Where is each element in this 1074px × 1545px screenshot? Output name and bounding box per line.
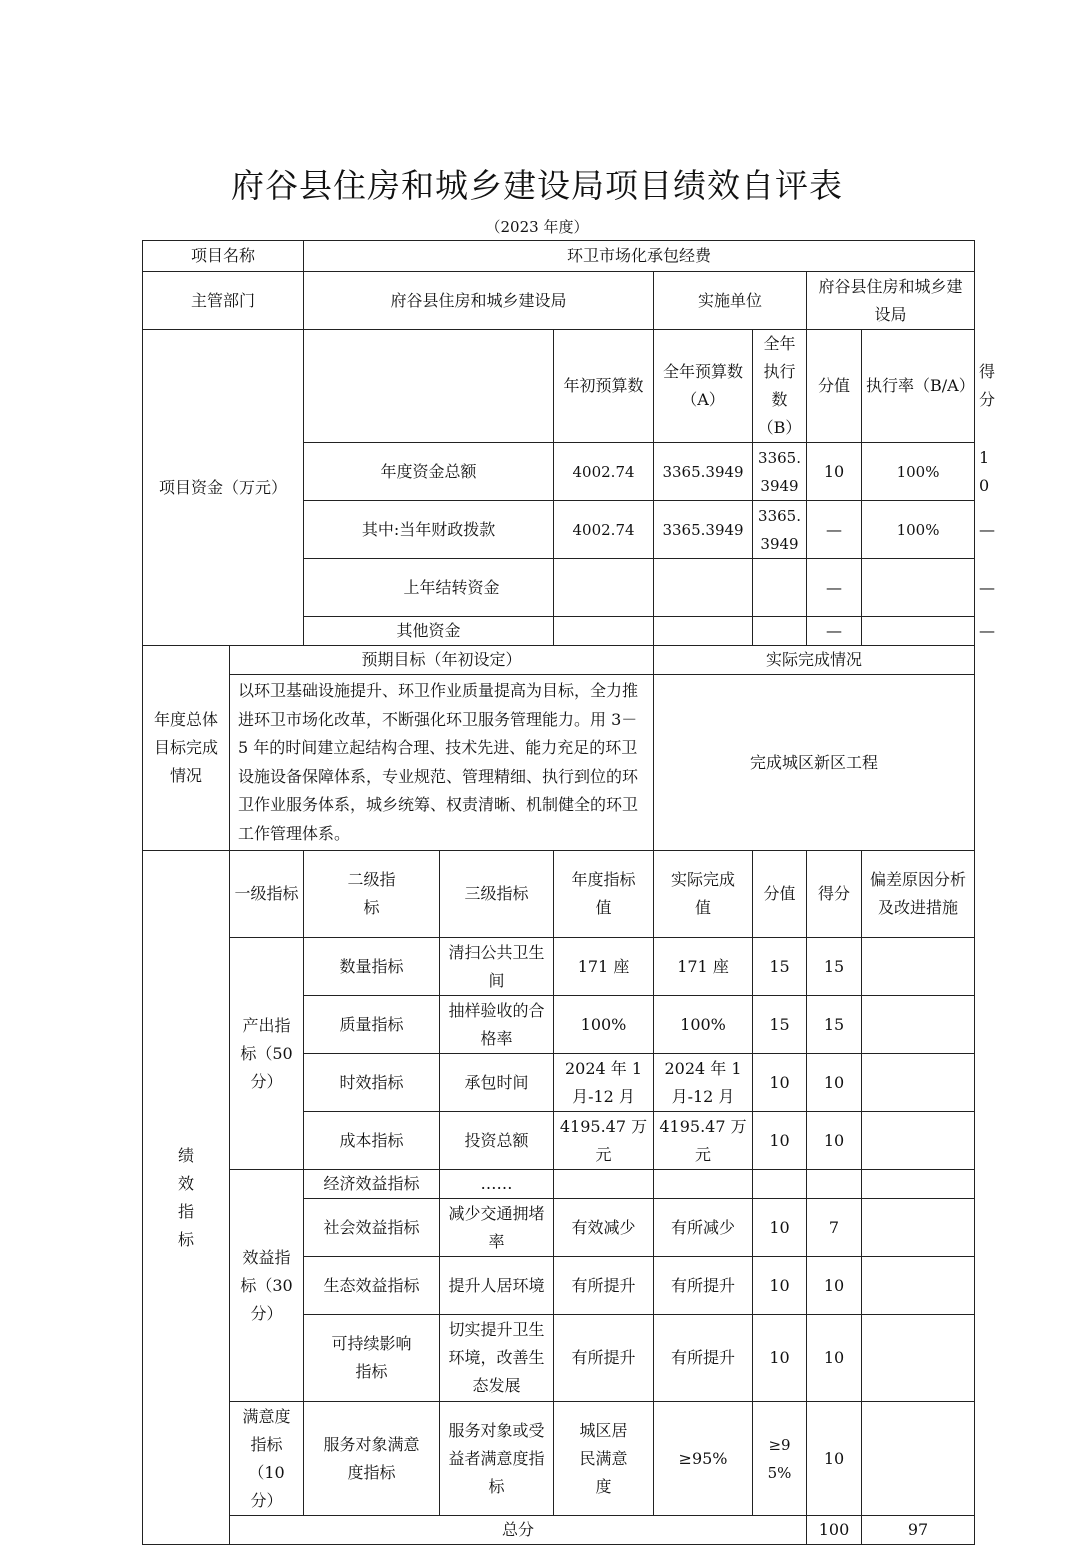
funds-row: 上年结转资金 — —: [143, 559, 975, 617]
funds-annual: 3365.3949: [654, 501, 753, 559]
indicator-score: 10: [807, 1402, 862, 1516]
indicator-deviation: [862, 938, 975, 996]
indicator-score: 10: [807, 1054, 862, 1112]
funds-score-value: —: [807, 617, 862, 646]
funds-rate: 100%: [862, 501, 975, 559]
funds-executed: 3365.3949: [753, 501, 807, 559]
indicator-deviation: [862, 1315, 975, 1402]
dept-label: 主管部门: [143, 272, 304, 330]
indicator-row: [143, 938, 975, 996]
indicator-deviation: [862, 996, 975, 1054]
indicator-deviation: [862, 1170, 975, 1199]
indicator-actual: ≥95%: [654, 1402, 753, 1516]
indicator-actual: 2024 年 1 月-12 月: [654, 1054, 753, 1112]
indicator-l3: 承包时间: [440, 1054, 554, 1112]
indicator-target: 有所提升: [554, 1315, 654, 1402]
project-name-label: 项目名称: [143, 241, 304, 272]
indicator-l3: 清扫公共卫生间: [440, 938, 554, 996]
funds-annual: [654, 559, 753, 617]
indicator-score-value: 10: [753, 1315, 807, 1402]
funds-score-value: —: [807, 501, 862, 559]
goals-label: 年度总体目标完成情况: [143, 646, 230, 851]
goals-actual-text: 完成城区新区工程: [654, 675, 975, 851]
indicator-score: 10: [807, 1257, 862, 1315]
indicator-deviation: [862, 1257, 975, 1315]
goals-actual-header: 实际完成情况: [654, 646, 975, 675]
funds-row: 其中:当年财政拨款 4002.74 3365.3949 3365.3949 — 100% —: [143, 501, 975, 559]
total-score: 97: [862, 1516, 975, 1545]
indicator-l2: 生态效益指标: [304, 1257, 440, 1315]
funds-annual: [654, 617, 753, 646]
indicator-actual: 有所减少: [654, 1199, 753, 1257]
impl-label: 实施单位: [654, 272, 807, 330]
indicator-l3: 切实提升卫生环境，改善生态发展: [440, 1315, 554, 1402]
funds-annual: 3365.3949: [654, 443, 753, 501]
indicator-score-value: 15: [753, 996, 807, 1054]
indicator-deviation: [862, 1402, 975, 1516]
indicator-score-value: 10: [753, 1199, 807, 1257]
funds-initial: 4002.74: [554, 443, 654, 501]
funds-row-label: 上年结转资金: [304, 559, 554, 617]
indicator-target: 4195.47 万元: [554, 1112, 654, 1170]
perf-header-actual: 实际完成值: [654, 851, 753, 938]
perf-header-level3: 三级指标: [440, 851, 554, 938]
funds-label: 项目资金（万元）: [143, 330, 304, 646]
funds-initial: 4002.74: [554, 501, 654, 559]
funds-row: 其他资金 — —: [143, 617, 975, 646]
funds-executed: [753, 617, 807, 646]
indicator-score: 7: [807, 1199, 862, 1257]
perf-header-level2: 二级指标: [304, 851, 440, 938]
funds-header-annual: 全年预算数（A）: [654, 330, 753, 443]
evaluation-table: 项目名称 环卫市场化承包经费 主管部门 府谷县住房和城乡建设局 实施单位 府谷县住房和城乡建设局 项目资金（万元） 年初预算数 全年预算数（A） 全年执行数（B） 分值 执行率（B/A） 得分 年度资金总额 4002.74 3365.3949 3365.3949 10 100% 10 其中:当年财政拨款 4002.74 3365.3949 3365.3949 — 100% — 上年结转资金 — — 其他资金 — — 年度总体目标完成情况 预期目标（年初设定） 实际完成情况 以环卫基础设施提升、环卫作业质量提高为目标，全力推进环卫市场化改革，不断强化环卫服务管理能力。用 3－5 年的时间建立起结构合理、技术先进、能力充足的环卫设施设备保障体系，专业规范、管理精细、执行到位的环卫作业服务体系，城乡统筹、权责清晰、机制健全的环卫工作管理体系。 完成城区新区工程 绩效指标 一级指标 二级指标 三级指标 年度指标值 实际完成值 分值 得分 偏差原因分析及改进措施 产出指标（50分） 数量指标 清扫公共卫生间 171 座 171 座 15 15 质量指标 抽样验收的合格率 100% 100% 15 15 时效指标 承包时间 2024 年 1 月-12 月 2024 年 1 月-12 月 10 10 成本指标 投资总额 4195.47 万元 4195.47 万元 10 10 效益指标（30分） 经济效益指标 …… 社会效益指标 减少交通拥堵率 有效减少 有所减少 10 7 生态效益指标 提升人居环境 有所提升 有所提升 10 10 可持续影响指标 切实提升卫生环境，改善生态发展 有所提升 有所提升 10 10 满意度指标（10分） 服务对象满意度指标 服务对象或受益者满意度指标 城区居民满意度 ≥95% ≥95% 10 总分 100 97: [142, 240, 975, 1545]
indicator-l3: 提升人居环境: [440, 1257, 554, 1315]
indicator-l2: 成本指标: [304, 1112, 440, 1170]
indicator-target: 171 座: [554, 938, 654, 996]
indicator-score-value: 10: [753, 1257, 807, 1315]
indicator-target: 有所提升: [554, 1257, 654, 1315]
perf-header-level1: 一级指标: [230, 851, 304, 938]
indicator-score: 15: [807, 996, 862, 1054]
perf-header-score-value: 分值: [753, 851, 807, 938]
funds-row: 年度资金总额 4002.74 3365.3949 3365.3949 10 100% 10: [143, 443, 975, 501]
funds-rate: [862, 617, 975, 646]
indicator-l2: 可持续影响指标: [304, 1315, 440, 1402]
indicator-l3: 抽样验收的合格率: [440, 996, 554, 1054]
funds-initial: [554, 559, 654, 617]
perf-header-score: 得分: [807, 851, 862, 938]
funds-initial: [554, 617, 654, 646]
indicator-score: 10: [807, 1112, 862, 1170]
funds-rate: [862, 559, 975, 617]
funds-header-blank: [304, 330, 554, 443]
satisfaction-label: 满意度指标（10分）: [230, 1402, 304, 1516]
page-subtitle: （2023 年度）: [485, 218, 589, 236]
indicator-score-value: 10: [753, 1054, 807, 1112]
funds-score-value: —: [807, 559, 862, 617]
indicator-actual: 100%: [654, 996, 753, 1054]
indicator-l2: 服务对象满意度指标: [304, 1402, 440, 1516]
funds-executed: [753, 559, 807, 617]
indicator-score-value: [753, 1170, 807, 1199]
perf-header-target: 年度指标值: [554, 851, 654, 938]
funds-header-score-value: 分值: [807, 330, 862, 443]
indicator-row: [143, 1402, 975, 1516]
goals-expected-header: 预期目标（年初设定）: [230, 646, 654, 675]
indicator-l3: 减少交通拥堵率: [440, 1199, 554, 1257]
dept-value: 府谷县住房和城乡建设局: [304, 272, 654, 330]
total-score-value: 100: [807, 1516, 862, 1545]
total-label: 总分: [230, 1516, 807, 1545]
funds-row-label: 其中:当年财政拨款: [304, 501, 554, 559]
indicator-l2: 数量指标: [304, 938, 440, 996]
output-label: 产出指标（50分）: [230, 938, 304, 1170]
indicator-l3: ……: [440, 1170, 554, 1199]
funds-rate: 100%: [862, 443, 975, 501]
indicator-score: [807, 1170, 862, 1199]
benefit-label: 效益指标（30分）: [230, 1170, 304, 1402]
indicator-l2: 经济效益指标: [304, 1170, 440, 1199]
page-title: 府谷县住房和城乡建设局项目绩效自评表: [231, 166, 843, 205]
indicator-score-value: 10: [753, 1112, 807, 1170]
perf-label: 绩效指标: [143, 851, 230, 1545]
indicator-l2: 时效指标: [304, 1054, 440, 1112]
indicator-score-value: 15: [753, 938, 807, 996]
funds-row-label: 其他资金: [304, 617, 554, 646]
indicator-deviation: [862, 1112, 975, 1170]
indicator-actual: [654, 1170, 753, 1199]
indicator-l2: 社会效益指标: [304, 1199, 440, 1257]
indicator-target: 2024 年 1 月-12 月: [554, 1054, 654, 1112]
indicator-actual: 171 座: [654, 938, 753, 996]
indicator-score: 10: [807, 1315, 862, 1402]
funds-header-rate: 执行率（B/A）: [862, 330, 975, 443]
indicator-l3: 投资总额: [440, 1112, 554, 1170]
indicator-target: [554, 1170, 654, 1199]
indicator-row: [143, 1170, 975, 1199]
project-name-value: 环卫市场化承包经费: [304, 241, 975, 272]
impl-value: 府谷县住房和城乡建设局: [807, 272, 975, 330]
indicator-target: 有效减少: [554, 1199, 654, 1257]
funds-executed: 3365.3949: [753, 443, 807, 501]
perf-header-deviation: 偏差原因分析及改进措施: [862, 851, 975, 938]
funds-header-executed: 全年执行数（B）: [753, 330, 807, 443]
indicator-actual: 有所提升: [654, 1315, 753, 1402]
indicator-score-value: ≥95%: [753, 1402, 807, 1516]
indicator-actual: 4195.47 万元: [654, 1112, 753, 1170]
indicator-score: 15: [807, 938, 862, 996]
goals-expected-text: 以环卫基础设施提升、环卫作业质量提高为目标，全力推进环卫市场化改革，不断强化环卫服务管理能力。用 3－5 年的时间建立起结构合理、技术先进、能力充足的环卫设施设备保障体系，专业规范、管理精细、执行到位的环卫作业服务体系，城乡统筹、权责清晰、机制健全的环卫工作管理体系。: [230, 675, 654, 851]
indicator-deviation: [862, 1054, 975, 1112]
indicator-target: 100%: [554, 996, 654, 1054]
indicator-actual: 有所提升: [654, 1257, 753, 1315]
indicator-l2: 质量指标: [304, 996, 440, 1054]
funds-row-label: 年度资金总额: [304, 443, 554, 501]
indicator-deviation: [862, 1199, 975, 1257]
indicator-target: 城区居民满意度: [554, 1402, 654, 1516]
funds-header-initial: 年初预算数: [554, 330, 654, 443]
indicator-l3: 服务对象或受益者满意度指标: [440, 1402, 554, 1516]
funds-score-value: 10: [807, 443, 862, 501]
